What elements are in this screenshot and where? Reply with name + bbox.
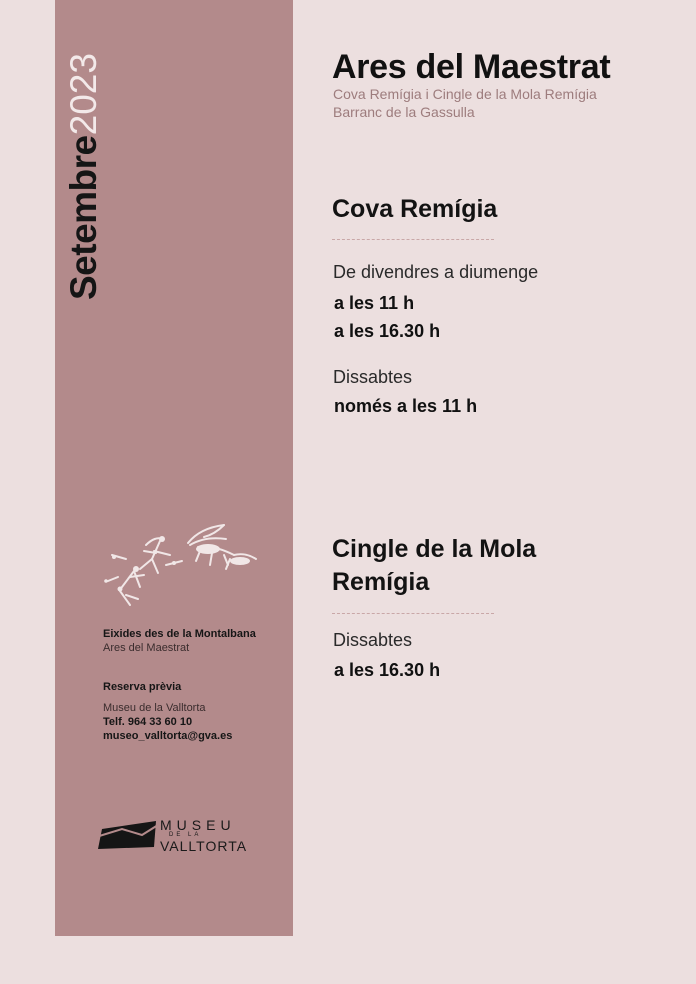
- rock-art-illustration: [100, 515, 260, 610]
- schedule-time-saturday: només a les 11 h: [334, 396, 478, 416]
- year-label: 2023: [63, 53, 104, 136]
- section-divider: [332, 613, 494, 614]
- schedule-time-afternoon: a les 16.30 h: [334, 321, 441, 341]
- departure-title: Eixides des de la Montalbana: [103, 628, 256, 640]
- section-cova-remigia-title: Cova Remígia: [332, 195, 498, 223]
- logo-line-museu: MUSEU: [160, 817, 236, 833]
- museum-logo-text: [160, 818, 247, 854]
- booking-phone: Telf. 964 33 60 10: [103, 716, 193, 728]
- booking-place: Museu de la Valltorta: [103, 702, 206, 714]
- vertical-date-title: [62, 53, 106, 300]
- section-cingle-title-line2: Remígia: [332, 568, 430, 596]
- booking-email: museo_valltorta@gva.es: [103, 730, 233, 742]
- section-cingle-title-line1: Cingle de la Mola: [332, 535, 537, 563]
- schedule-days-saturday: Dissabtes: [333, 367, 413, 387]
- booking-title: Reserva prèvia: [103, 681, 182, 693]
- month-label: Setembre: [63, 135, 104, 300]
- subtitle-ravine: Barranc de la Gassulla: [333, 104, 475, 120]
- logo-line-dela: DE LA: [169, 832, 202, 838]
- logo-line-valltorta: VALLTORTA: [160, 838, 248, 854]
- schedule2-days: Dissabtes: [333, 630, 413, 650]
- schedule-time-morning: a les 11 h: [334, 293, 415, 313]
- departure-place: Ares del Maestrat: [103, 642, 190, 654]
- section-divider: [332, 239, 494, 240]
- subtitle-sites: Cova Remígia i Cingle de la Mola Remígia: [333, 86, 597, 102]
- schedule-days-weekend: De divendres a diumenge: [333, 262, 539, 282]
- page-title: Ares del Maestrat: [332, 48, 611, 86]
- schedule2-time: a les 16.30 h: [334, 660, 441, 680]
